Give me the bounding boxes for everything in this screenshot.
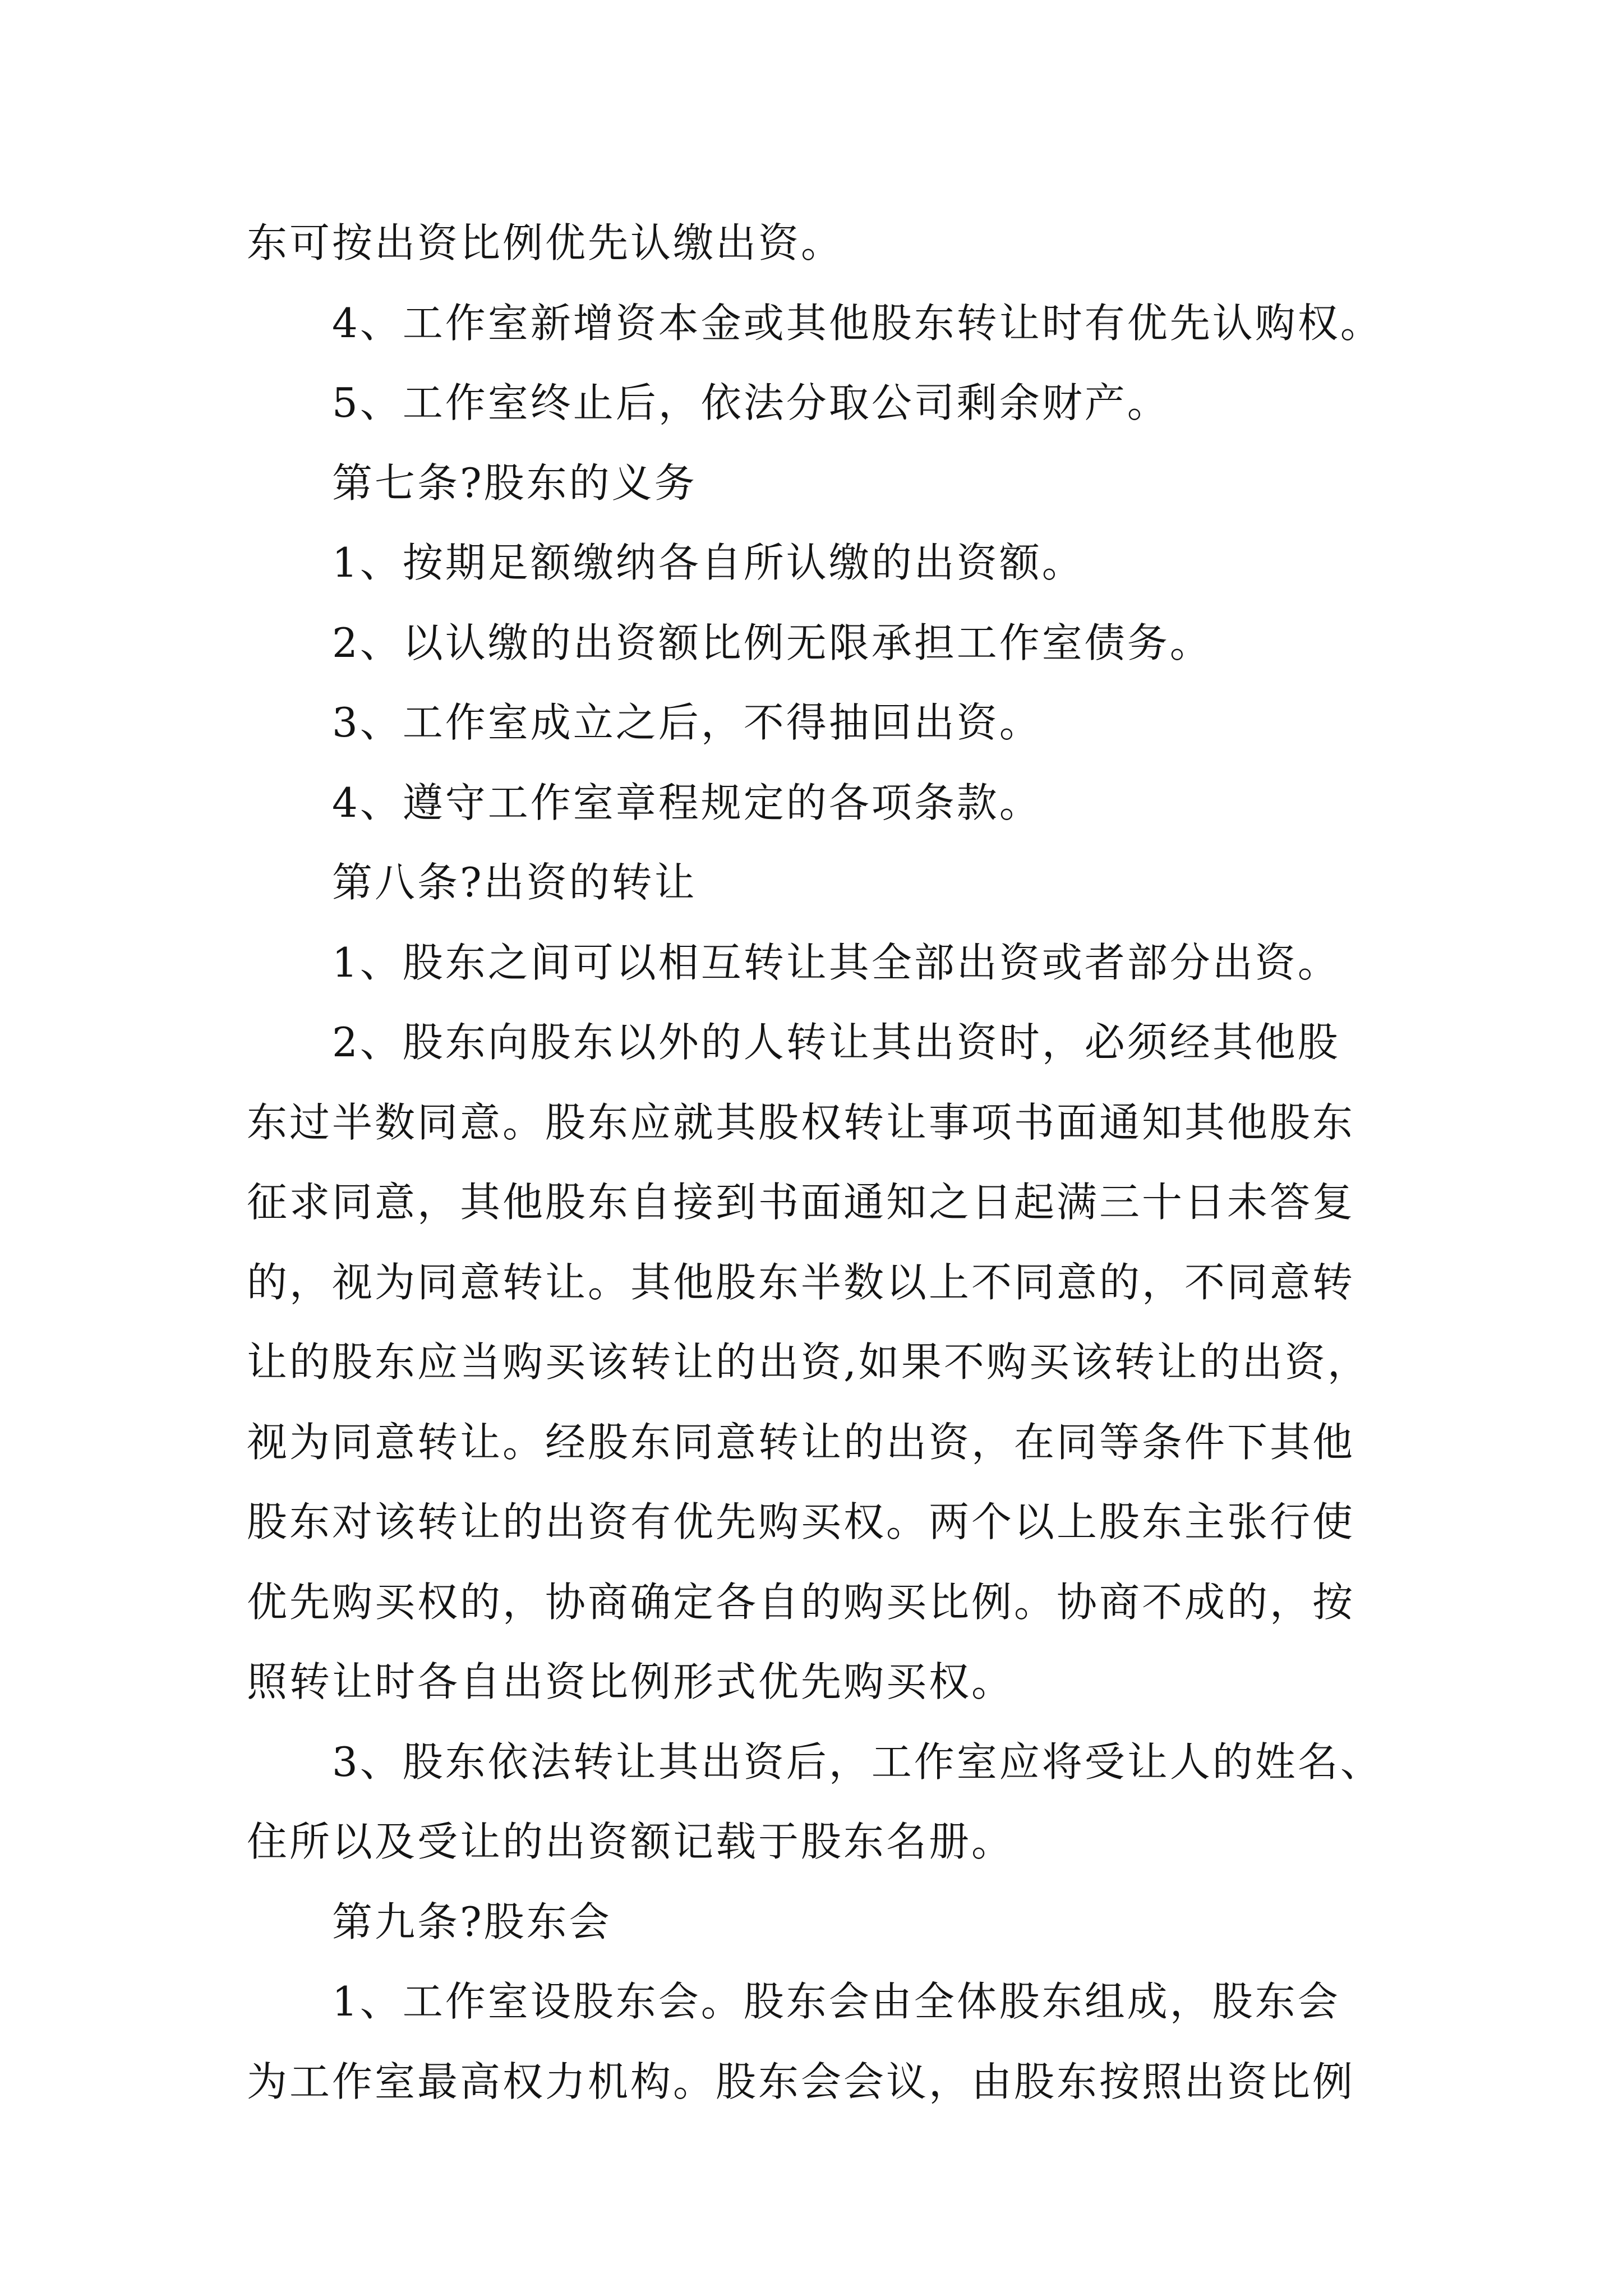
section-heading: 第七条?股东的义务 (332, 459, 697, 507)
section-heading: 第九条?股东会 (332, 1898, 612, 1945)
section-heading: 第八条?出资的转让 (332, 859, 697, 906)
text-line: 的，视为同意转让。其他股东半数以上不同意的，不同意转 (247, 1258, 1355, 1306)
text-line: 4、遵守工作室章程规定的各项条款。 (332, 779, 1042, 826)
text-line: 征求同意，其他股东自接到书面通知之日起满三十日未答复 (247, 1179, 1355, 1226)
text-line: 2、以认缴的出资额比例无限承担工作室债务。 (332, 619, 1212, 666)
text-line: 2、股东向股东以外的人转让其出资时，必须经其他股 (332, 1019, 1340, 1066)
text-line: 优先购买权的，协商确定各自的购买比例。协商不成的，按 (247, 1578, 1355, 1626)
text-line: 1、按期足额缴纳各自所认缴的出资额。 (332, 539, 1085, 586)
text-line: 照转让时各自出资比例形式优先购买权。 (247, 1658, 1015, 1705)
text-line: 4、工作室新增资本金或其他股东转让时有优先认购权。 (332, 299, 1383, 347)
text-line: 股东对该转让的出资有优先购买权。两个以上股东主张行使 (247, 1498, 1355, 1545)
text-line: 东可按出资比例优先认缴出资。 (247, 219, 844, 266)
text-line: 1、股东之间可以相互转让其全部出资或者部分出资。 (332, 938, 1340, 986)
text-line: 5、工作室终止后，依法分取公司剩余财产。 (332, 379, 1170, 426)
text-line: 1、工作室设股东会。股东会由全体股东组成，股东会 (332, 1978, 1340, 2025)
text-line: 为工作室最高权力机构。股东会会议，由股东按照出资比例 (247, 2058, 1355, 2105)
text-line: 东过半数同意。股东应就其股权转让事项书面通知其他股东 (247, 1098, 1355, 1146)
text-line: 让的股东应当购买该转让的出资,如果不购买该转让的出资， (247, 1338, 1370, 1386)
text-line: 3、工作室成立之后，不得抽回出资。 (332, 699, 1042, 746)
document-body (247, 203, 1396, 2122)
text-line: 住所以及受让的出资额记载于股东名册。 (247, 1818, 1015, 1865)
text-line: 视为同意转让。经股东同意转让的出资，在同等条件下其他 (247, 1418, 1355, 1466)
text-line: 3、股东依法转让其出资后，工作室应将受让人的姓名、 (332, 1738, 1383, 1786)
